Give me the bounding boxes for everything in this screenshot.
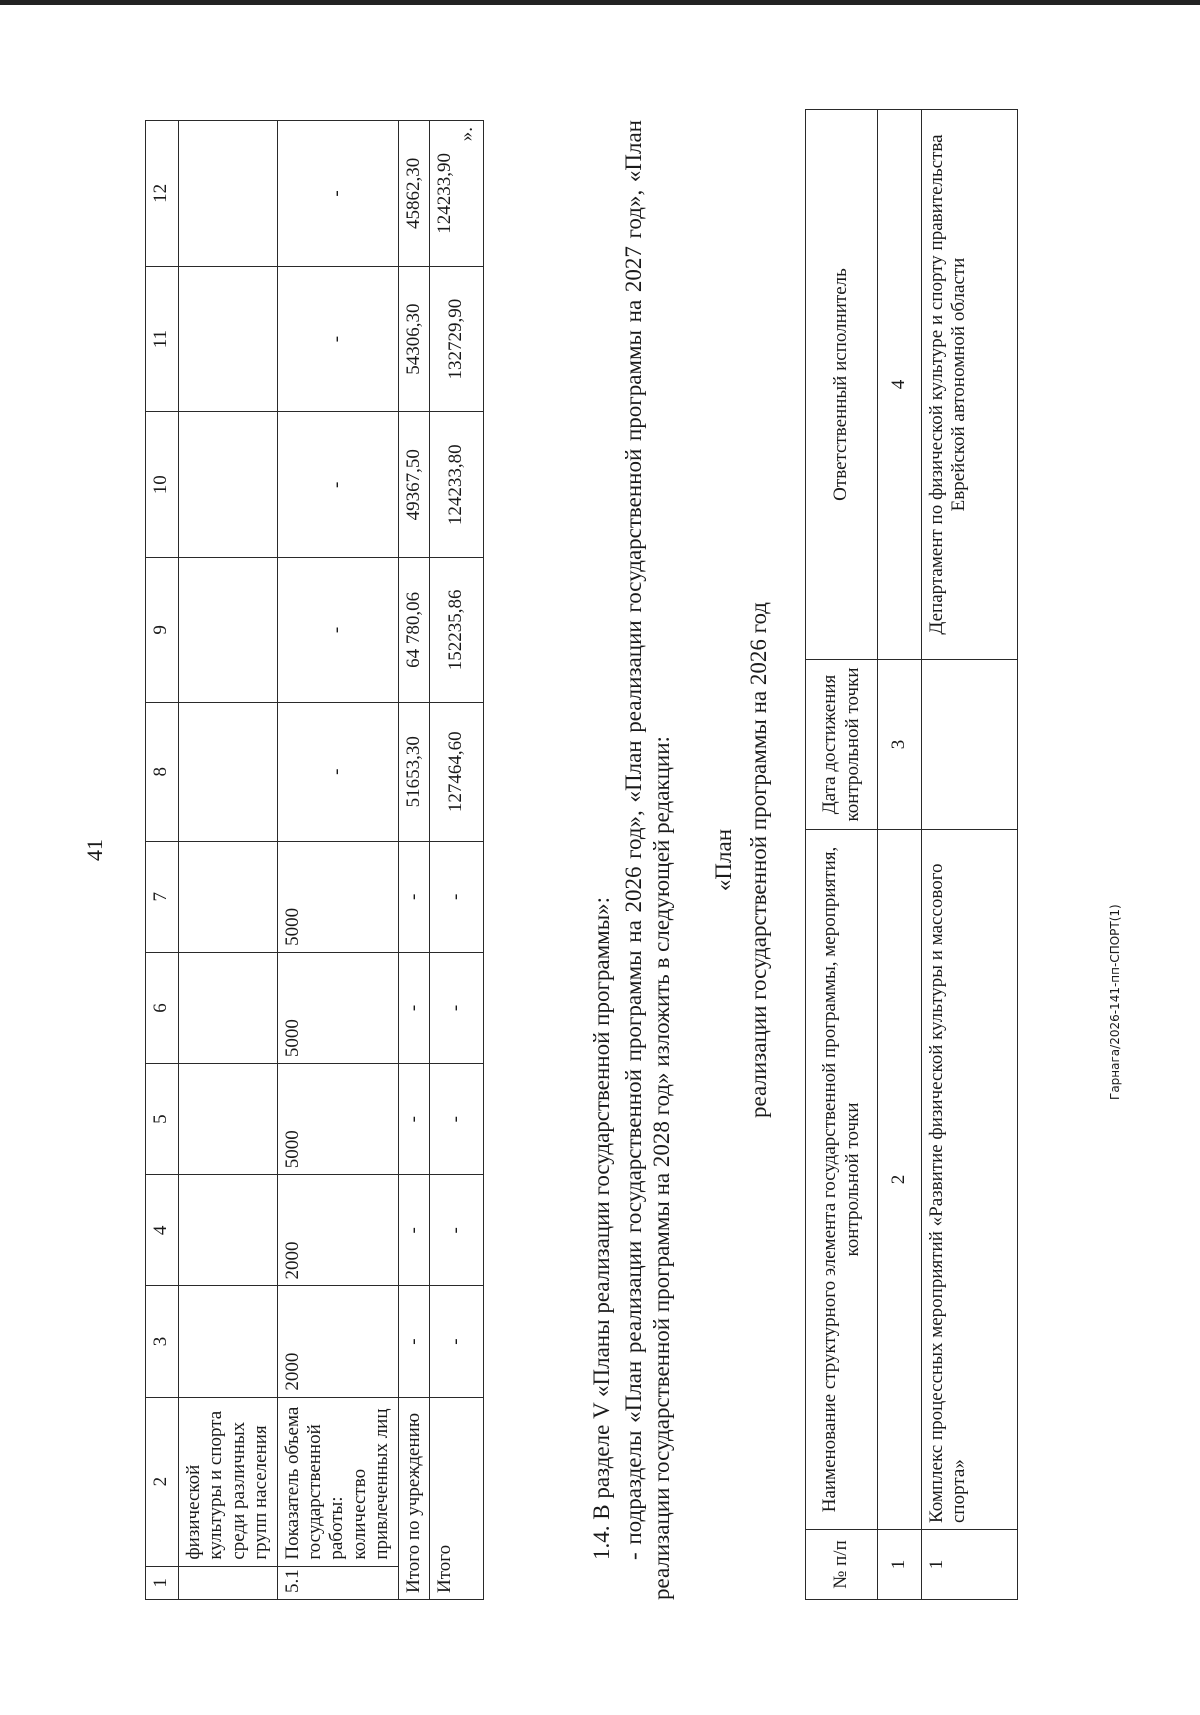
- quote-opening: «План: [711, 828, 736, 892]
- table-cell: [922, 660, 1018, 830]
- col-header: 8: [146, 702, 179, 841]
- table-header-row: [806, 110, 878, 1600]
- table-cell: [179, 121, 278, 267]
- table-cell: 152235,86: [430, 558, 484, 703]
- col-header: 12: [146, 121, 179, 267]
- table-row: [430, 121, 484, 1600]
- col-header: 11: [146, 266, 179, 412]
- col-number: 1: [878, 1530, 922, 1600]
- table-cell: -: [430, 952, 484, 1063]
- table-cell: 127464,60: [430, 702, 484, 841]
- table-cell: 132729,90: [430, 266, 484, 412]
- table-cell: [179, 1286, 278, 1397]
- table-cell: 124233,80: [430, 412, 484, 558]
- total-value: 124233,90: [434, 153, 456, 234]
- col-header: 6: [146, 952, 179, 1063]
- table-cell: -: [277, 121, 398, 267]
- table-cell: 64 780,06: [398, 558, 429, 703]
- col-header: 5: [146, 1064, 179, 1175]
- col-number: 2: [878, 830, 922, 1530]
- col-header: 1: [146, 1566, 179, 1599]
- col-header: 3: [146, 1286, 179, 1397]
- table-cell: 54306,30: [398, 266, 429, 412]
- top-border-line: [0, 0, 1200, 5]
- table-cell: -: [430, 1064, 484, 1175]
- table-cell: 5.1: [277, 1566, 398, 1599]
- table-cell: Департамент по физической культуре и спорту правительства Еврейской автономной области: [922, 110, 1018, 660]
- table-cell: -: [277, 558, 398, 703]
- col-header: 7: [146, 841, 179, 952]
- table-cell: 5000: [277, 952, 398, 1063]
- table-cell: [179, 702, 278, 841]
- table-cell: 2000: [277, 1175, 398, 1286]
- table-cell: -: [398, 952, 429, 1063]
- section-heading-text: 1.4. В разделе V «Планы реализации государственной программы»:: [589, 896, 614, 1560]
- table-cell: 51653,30: [398, 702, 429, 841]
- table-cell: 2000: [277, 1286, 398, 1397]
- table-cell: [179, 266, 278, 412]
- table-cell: -: [398, 841, 429, 952]
- plan-table: [805, 109, 1018, 1600]
- table-cell: -: [398, 1064, 429, 1175]
- table-header-row: [146, 121, 179, 1600]
- table-cell: -: [277, 266, 398, 412]
- table-cell: -: [277, 412, 398, 558]
- table-cell: [179, 952, 278, 1063]
- table-cell: [179, 412, 278, 558]
- col-header: № п/п: [806, 1530, 878, 1600]
- table-cell: -: [430, 1175, 484, 1286]
- table-cell: -: [277, 702, 398, 841]
- row-label: Итого: [430, 1397, 484, 1599]
- table-cell: [179, 1064, 278, 1175]
- col-number: 4: [878, 110, 922, 660]
- table-cell: 49367,50: [398, 412, 429, 558]
- table-cell: 5000: [277, 841, 398, 952]
- closing-quote: ».: [456, 127, 478, 142]
- plan-title: реализации государственной программы на 2026 год: [746, 602, 771, 1119]
- table-row: [277, 121, 398, 1600]
- table-cell: -: [430, 1286, 484, 1397]
- table-row: [922, 110, 1018, 1600]
- col-header: 4: [146, 1175, 179, 1286]
- table-cell: Комплекс процессных мероприятий «Развитие физической культуры и массового спорта»: [922, 830, 1018, 1530]
- table-cell: физической культуры и спорта среди различных групп населения: [179, 1397, 278, 1566]
- table-cell: 1: [922, 1530, 1018, 1600]
- table-cell: [179, 558, 278, 703]
- document-footer-code: Гарнага/2026-141-пп-СПОРТ(1): [1108, 904, 1122, 1100]
- table-cell: -: [430, 841, 484, 952]
- instruction-paragraph: - подразделы «План реализации государственной программы на 2026 год», «План реализации государственной программы на 2027 год», «План реализации государственной программы на 2028 год» изложить в следующей редакции:: [621, 120, 675, 1600]
- table-row: [398, 121, 429, 1600]
- table-cell: [430, 121, 484, 267]
- table-row: [179, 121, 278, 1600]
- col-header: Наименование структурного элемента государственной программы, мероприятия, контрольной точки: [806, 830, 878, 1530]
- col-number: 3: [878, 660, 922, 830]
- rotated-page-content: [60, 70, 1100, 1630]
- col-header: 2: [146, 1397, 179, 1566]
- col-header: 10: [146, 412, 179, 558]
- table-cell: [179, 1175, 278, 1286]
- table-cell: [179, 1566, 278, 1599]
- table-cell: [179, 841, 278, 952]
- table-cell: -: [398, 1286, 429, 1397]
- col-header: 9: [146, 558, 179, 703]
- table-cell: -: [398, 1175, 429, 1286]
- table-cell: 5000: [277, 1064, 398, 1175]
- row-label: Итого по учреждению: [398, 1397, 429, 1599]
- table-row: [878, 110, 922, 1600]
- table-cell: Показатель объема государственной работы: количество привлеченных лиц: [277, 1397, 398, 1566]
- col-header: Ответственный исполнитель: [806, 110, 878, 660]
- page-number: 41: [82, 839, 107, 861]
- col-header: Дата достижения контрольной точки: [806, 660, 878, 830]
- table-cell: 45862,30: [398, 121, 429, 267]
- funding-table: [145, 120, 484, 1600]
